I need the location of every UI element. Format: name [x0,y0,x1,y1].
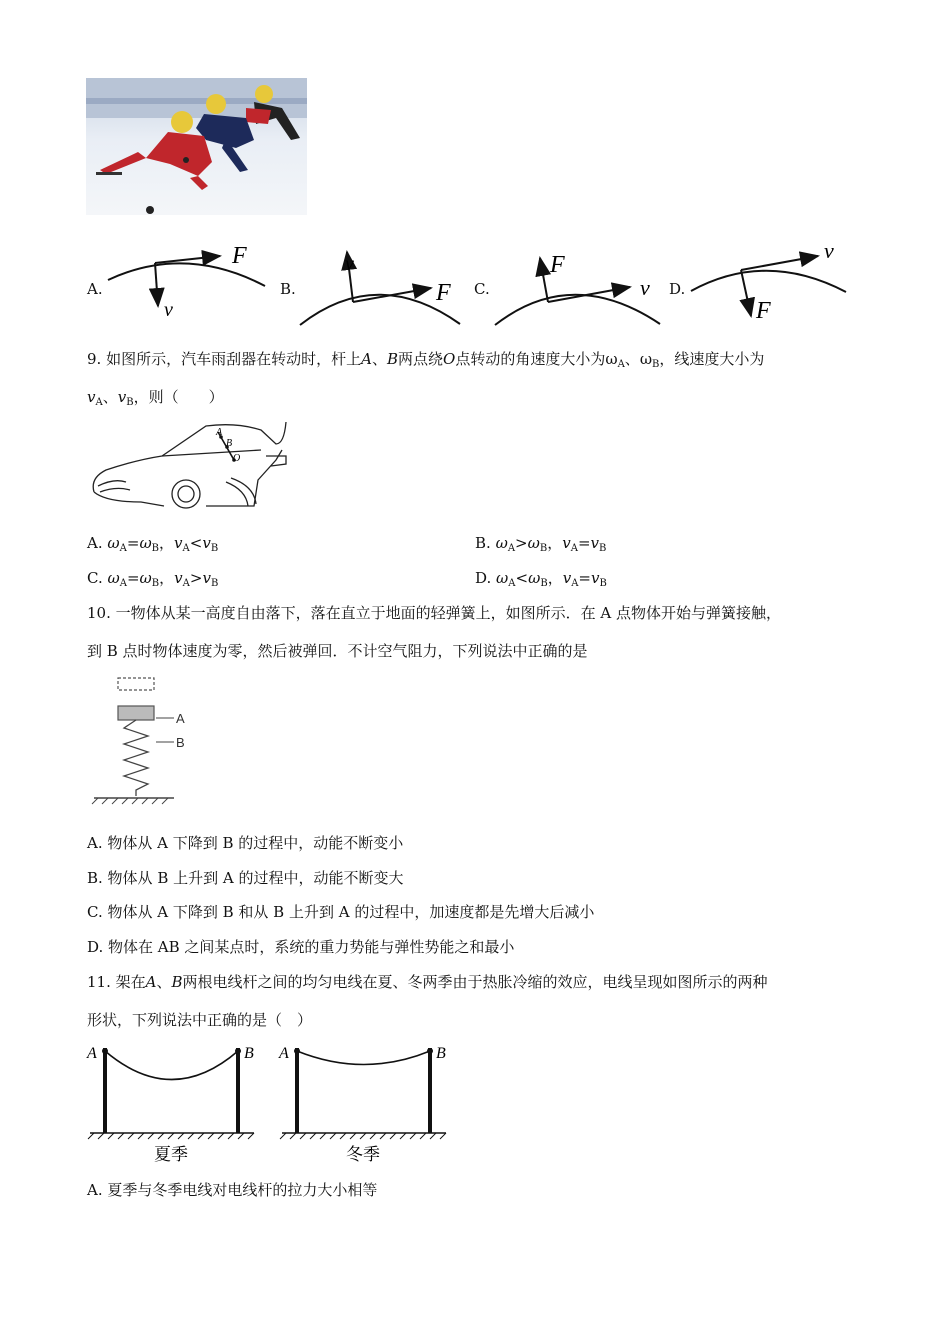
q10-stem-line1: 10. 一物体从某一高度自由落下，落在直立于地面的轻弹簧上，如图所示．在 A 点物体开始与弹簧接触， [87,604,781,622]
svg-text:B: B [436,1045,446,1062]
power-line-figure [84,1038,454,1168]
skaters-photo [86,78,307,215]
option-a-label: A. [87,280,103,298]
winter-label: 冬季 [346,1145,380,1165]
spring-figure [90,672,200,807]
q10-option-d[interactable]: D. 物体在 AB 之间某点时，系统的重力势能与弹性势能之和最小 [87,938,515,956]
q10-stem-line2: 到 B 点时物体速度为零，然后被弹回．不计空气阻力，下列说法中正确的是 [87,642,588,660]
q10-option-c[interactable]: C. 物体从 A 下降到 B 和从 B 上升到 A 的过程中，加速度都是先增大后减小 [87,903,595,921]
force-label-d: F [756,298,771,324]
force-label-b: F [436,280,451,306]
q10-option-a[interactable]: A. 物体从 A 下降到 B 的过程中，动能不断变小 [87,834,404,852]
summer-label: 夏季 [154,1145,188,1165]
q9-stem-line1: 9. 如图所示，汽车雨刮器在转动时，杆上A、B两点绕O点转动的角速度大小为$\omega_A$、$\omega_B$，线速度大小为 [87,350,765,370]
force-label-a: F [232,243,247,269]
q9-stem-line2: $v_A$、$v_B$，则（ ） [87,388,224,408]
q9-option-c[interactable]: C. $\omega_A=\omega_B$，$v_A>v_B$ [87,569,219,589]
force-label-c: F [550,252,565,278]
svg-text:B: B [244,1045,254,1062]
svg-text:A: A [279,1045,289,1062]
option-b-label: B. [280,280,296,298]
q10-option-b[interactable]: B. 物体从 B 上升到 A 的过程中，动能不断变大 [87,869,404,887]
option-a-diagram [100,238,275,328]
svg-text:A: A [87,1045,97,1062]
car-wiper-figure [86,420,291,515]
option-d-label: D. [669,280,686,298]
svg-text:A: A [216,427,223,438]
option-d-diagram [686,238,861,328]
velocity-label-b: v [345,253,354,275]
svg-text:B: B [226,438,233,449]
q11-stem-line2: 形状，下列说法中正确的是（ ） [87,1011,313,1029]
q11-stem-line1: 11. 架在A、B两根电线杆之间的均匀电线在夏、冬两季由于热胀冷缩的效应，电线呈现如图所示的两种 [87,973,768,991]
q9-option-d[interactable]: D. $\omega_A<\omega_B$，$v_A=v_B$ [475,569,607,589]
option-c-diagram [490,240,665,330]
q11-option-a[interactable]: A. 夏季与冬季电线对电线杆的拉力大小相等 [87,1181,378,1199]
option-c-label: C. [474,280,490,298]
svg-text:O: O [233,453,241,464]
svg-text:B: B [176,735,185,750]
q9-option-b[interactable]: B. $\omega_A>\omega_B$，$v_A=v_B$ [475,534,607,554]
q9-option-a[interactable]: A. $\omega_A=\omega_B$，$v_A<v_B$ [87,534,219,554]
velocity-label-d: v [824,238,834,263]
velocity-label-c: v [640,275,650,300]
option-b-diagram [295,240,470,330]
svg-text:A: A [176,711,185,726]
velocity-label-a: v [164,299,173,321]
